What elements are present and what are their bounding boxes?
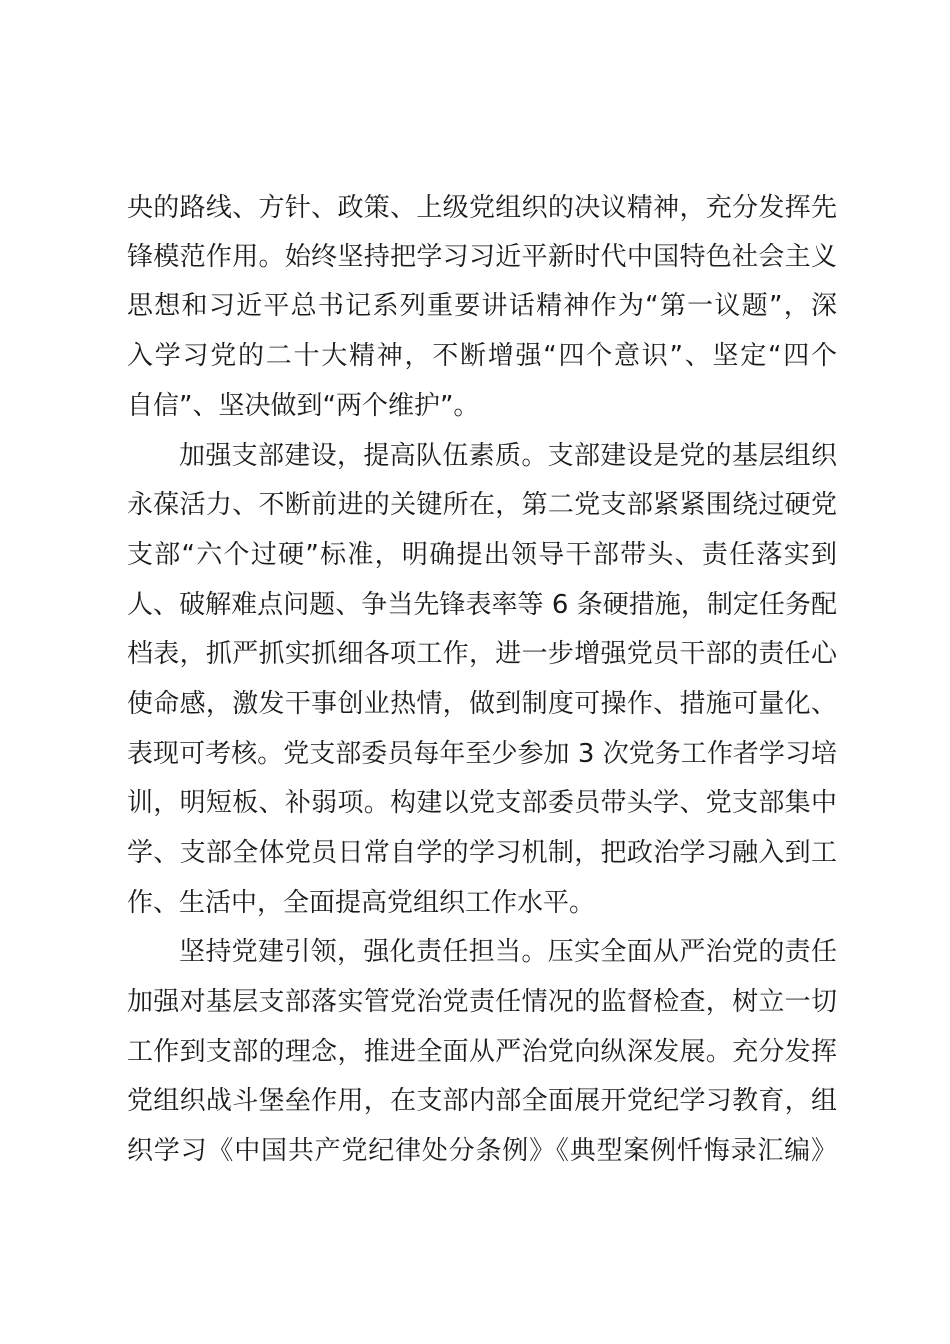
text-line: 党组织战斗堡垒作用，在支部内部全面展开党纪学习教育，组 — [127, 1086, 837, 1116]
text-line: 入学习党的二十大精神，不断增强“四个意识”、坚定“四个 — [127, 341, 837, 371]
text-line: 织学习《中国共产党纪律处分条例》《典型案例忏悔录汇编》 — [127, 1136, 837, 1166]
paragraph-start-line: 加强支部建设，提高队伍素质。支部建设是党的基层组织 — [179, 441, 837, 471]
text-line: 思想和习近平总书记系列重要讲话精神作为“第一议题”，深 — [127, 291, 837, 321]
text-line: 永葆活力、不断前进的关键所在，第二党支部紧紧围绕过硬党 — [127, 490, 837, 520]
text-line: 训，明短板、补弱项。构建以党支部委员带头学、党支部集中 — [127, 788, 837, 818]
text-line: 自信”、坚决做到“两个维护”。 — [127, 391, 480, 421]
text-line: 作、生活中，全面提高党组织工作水平。 — [127, 888, 596, 918]
text-line: 档表，抓严抓实抓细各项工作，进一步增强党员干部的责任心 — [127, 639, 837, 669]
text-line: 学、支部全体党员日常自学的学习机制，把政治学习融入到工 — [127, 838, 837, 868]
text-line: 央的路线、方针、政策、上级党组织的决议精神，充分发挥先 — [127, 193, 837, 223]
text-line: 工作到支部的理念，推进全面从严治党向纵深发展。充分发挥 — [127, 1037, 837, 1067]
text-line: 人、破解难点问题、争当先锋表率等 6 条硬措施，制定任务配 — [127, 590, 837, 620]
text-line: 支部“六个过硬”标准，明确提出领导干部带头、责任落实到 — [127, 540, 837, 570]
text-line: 加强对基层支部落实管党治党责任情况的监督检查，树立一切 — [127, 987, 837, 1017]
paragraph-start-line: 坚持党建引领，强化责任担当。压实全面从严治党的责任 — [179, 937, 837, 967]
text-line: 表现可考核。党支部委员每年至少参加 3 次党务工作者学习培 — [127, 739, 837, 769]
text-line: 锋模范作用。始终坚持把学习习近平新时代中国特色社会主义 — [127, 242, 837, 272]
text-line: 使命感，激发干事创业热情，做到制度可操作、措施可量化、 — [127, 689, 837, 719]
